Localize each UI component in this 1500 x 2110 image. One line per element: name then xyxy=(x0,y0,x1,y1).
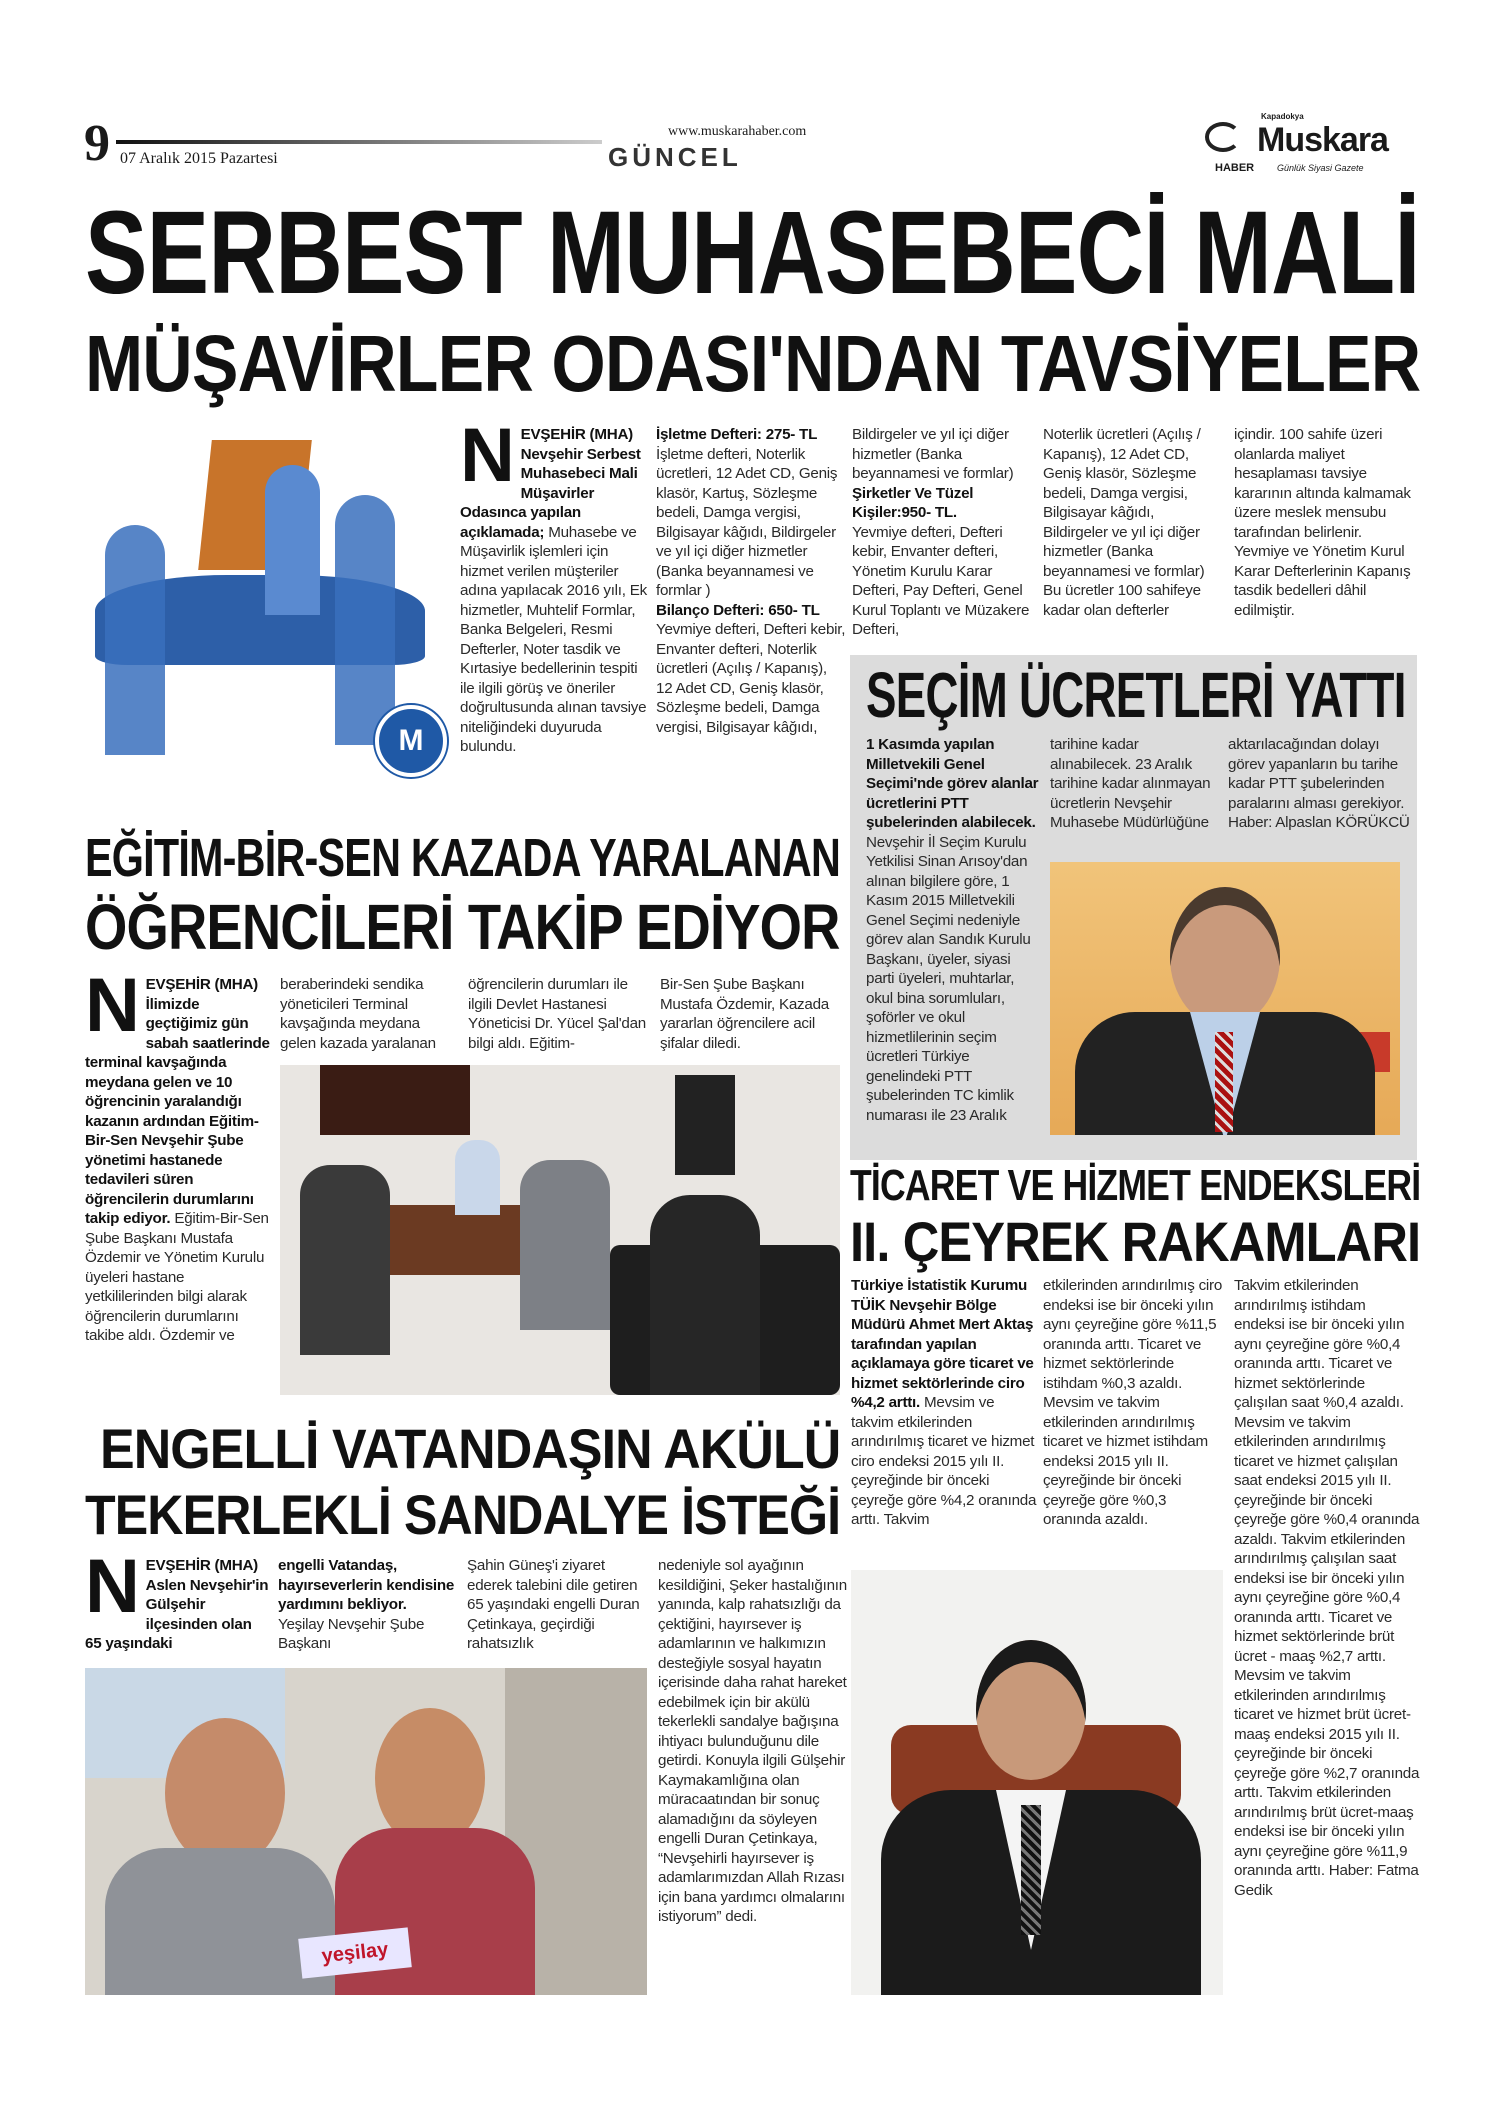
body: aktarılacağından dolayı görev yapanların bu tarihe kadar PTT şubelerinden paralarını alması gerekiyor. Haber: Alpaslan KÖRÜKCÜ xyxy=(1228,736,1410,831)
logo xyxy=(1205,112,1420,178)
body: Şahin Güneş'i ziyaret ederek talebini dile getiren 65 yaşındaki engelli Duran Çetinkaya, geçirdiği rahatsızlık xyxy=(467,1557,640,1652)
lead: EVŞEHİR (MHA) Nevşehir Serbest Muhasebeci Mali Müşavirler Odasınca yapılan açıklamada; xyxy=(460,426,641,541)
secim-col-2 xyxy=(1050,735,1218,833)
body: Yevmiye defteri, Defteri kebir, Envanter defteri, Noterlik ücretleri (Açılış / Kapanış), 12 Adet CD, Geniş klasör, Sözleşme bedeli, Damga vergisi, Bilgisayar kâğıdı, xyxy=(656,621,846,736)
engelli-col-1 xyxy=(85,1544,271,1654)
engelli-col-4 xyxy=(658,1556,848,1927)
main-col-2 xyxy=(656,425,846,737)
body: Noterlik ücretleri (Açılış / Kapanış), 12 Adet CD, Geniş klasör, Sözleşme bedeli, Damga vergisi, Bilgisayar kâğıdı, Bildirgeler ve yıl içi diğer hizmetler (Banka beyannamesi ve formlar) Bu ücretler 100 sahifeye kadar olan defterler xyxy=(1043,426,1205,619)
yesilay-sign: yeşilay xyxy=(298,1927,412,1978)
egitim-col-2 xyxy=(280,975,458,1053)
website: www.muskarahaber.com xyxy=(668,124,807,139)
subhead-isletme: İşletme Defteri: 275- TL xyxy=(656,426,818,443)
body: İşletme defteri, Noterlik ücretleri, 12 Adet CD, Geniş klasör, Kartuş, Sözleşme bedeli, Damga vergisi, Bilgisayar kâğıdı, Bildirgeler ve yıl içi diğer hizmetler (Banka beyannamesi ve formlar ) xyxy=(656,445,838,599)
body: Bir-Sen Şube Başkanı Mustafa Özdemir, Kazada yararlan öğrencilere acil şifalar diledi. xyxy=(660,976,829,1052)
main-col-5 xyxy=(1234,425,1418,620)
body: etkilerinden arındırılmış ciro endeksi ise bir önceki yılın aynı çeyreğine göre %11,5 oranında arttı. Ticaret ve hizmet sektörlerinde istihdam %0,3 azaldı. Mevsim ve takvim etkilerinden arındırılmış ticaret ve hizmet istihdam endeksi 2015 yılı II. çeyreğinde bir önceki çeyreğe göre %0,3 oranında azaldı. xyxy=(1043,1277,1223,1528)
body: Mevsim ve takvim etkilerinden arındırılmış ticaret ve hizmet ciro endeksi 2015 yılı II. çeyreğinde bir önceki çeyreğe göre %4,2 oranında arttı. Takvim xyxy=(851,1394,1037,1528)
engelli-headline-line2: TEKERLEKLİ SANDALYE İSTEĞİ xyxy=(85,1483,841,1546)
lead: Türkiye İstatistik Kurumu TÜİK Nevşehir Bölge Müdürü Ahmet Mert Aktaş tarafından yapılan açıklamaya göre ticaret ve hizmet sektörlerinde ciro %4,2 arttı. xyxy=(851,1277,1034,1411)
ticaret-col-3 xyxy=(1234,1276,1420,1900)
header-rule xyxy=(116,140,602,144)
engelli-photo xyxy=(85,1668,647,1995)
page-number: 9 xyxy=(84,115,110,172)
logo-sub: HABER xyxy=(1215,162,1255,174)
ticaret-col-1 xyxy=(851,1276,1037,1530)
secim-col-3 xyxy=(1228,735,1410,833)
drop-cap: N xyxy=(460,413,515,498)
body: nedeniyle sol ayağının kesildiğini, Şeker hastalığının yanında, kalp rahatsızlığı da çektiğini, hayırsever iş adamlarının ve halkımızın desteğiyle sosyal hayatın içerisinde daha rahat hareket edebilmek için bir akülü tekerlekli sandalye bağışına ihtiyacı bulunduğunu dile getirdi. Konuyla ilgili Gülşehir Kaymakamlığına olan müracaatından bir sonuç alamadığını da söyleyen engelli Duran Çetinkaya, “Nevşehirli hayırsever iş adamlarımızdan Allah Rızası için bana yardımcı olmalarını istiyorum” dedi. xyxy=(658,1557,847,1925)
body: Yevmiye defteri, Defteri kebir, Envanter defteri, Yönetim Kurulu Karar Defteri, Pay Defteri, Genel Kurul Toplantı ve Müzakere Defteri, xyxy=(852,523,1030,638)
lead: EVŞEHİR (MHA) İlimizde geçtiğimiz gün sabah saatlerinde terminal kavşağında meydana gelen ve 10 öğrencinin yaralandığı kazanın ardından Eğitim-Bir-Sen Nevşehir Şube yönetimi hastanede tedavileri süren öğrencilerin durumlarını takip ediyor. xyxy=(85,976,270,1227)
body: Takvim etkilerinden arındırılmış istihdam endeksi ise bir önceki yılın aynı çeyreğine göre %0,4 oranında arttı. Ticaret ve hizmet sektörlerinde çalışılan saat %0,4 azaldı. Mevsim ve takvim etkilerinden arındırılmış ticaret ve hizmet çalışılan saat endeksi 2015 yılı II. çeyreğinde bir önceki çeyreğe göre %0,4 oranında azaldı. Takvim etkilerinden arındırılmış çalışılan saat endeksi ise bir önceki yılın aynı çeyreğine göre %0,4 oranında arttı. Ticaret ve hizmet sektörlerinde brüt ücret - maaş %2,7 arttı. Mevsim ve takvim etkilerinden arındırılmış ticaret ve hizmet brüt ücret-maaş endeksi 2015 yılı II. çeyreğinde bir önceki çeyreğe göre %2,7 oranında arttı. Takvim etkilerinden arındırılmış brüt ücret-maaş endeksi ise bir önceki yılın aynı çeyreğine göre %11,9 oranında arttı. Haber: Fatma Gedik xyxy=(1234,1277,1420,1899)
main-col-1 xyxy=(460,413,648,757)
ticaret-headline-line1: TİCARET VE HİZMET ENDEKSLERİ xyxy=(850,1161,1421,1210)
section-label: GÜNCEL xyxy=(608,142,742,172)
subhead-sirketler: Şirketler Ve Tüzel Kişiler:950- TL. xyxy=(852,484,974,521)
ticaret-col-2 xyxy=(1043,1276,1223,1530)
engelli-col-3 xyxy=(467,1556,649,1654)
body: Bildirgeler ve yıl içi diğer hizmetler (Banka beyannamesi ve formlar) xyxy=(852,426,1014,482)
body: tarihine kadar alınabilecek. 23 Aralık tarihine kadar alınmayan ücretlerin Nevşehir Muhasebe Müdürlüğüne xyxy=(1050,736,1211,831)
logo-text: Muskara xyxy=(1257,121,1388,159)
body: beraberindeki sendika yöneticileri Terminal kavşağında meydana gelen kazada yaralanan xyxy=(280,976,436,1052)
ticaret-headline-line2: II. ÇEYREK RAKAMLARI xyxy=(850,1210,1421,1273)
egitim-meeting-photo xyxy=(280,1065,840,1395)
body: Muhasebe ve Müşavirlik işlemleri için hizmet verilen müşteriler adına yapılacak 2016 yılı, Ek hizmetler, Muhtelif Formlar, Banka Belgeleri, Resmi Defterler, Noter tasdik ve Kırtasiye bedellerinin tespiti ile ilgili görüş ve öneriler doğrultusunda alınan tavsiye niteliğindeki duyuruda bulundu. xyxy=(460,523,647,755)
egitim-headline-line2: ÖĞRENCİLERİ TAKİP EDİYOR xyxy=(85,891,840,963)
engelli-headline-line1: ENGELLİ VATANDAŞIN AKÜLÜ xyxy=(100,1417,841,1480)
body: Yeşilay Nevşehir Şube Başkanı xyxy=(278,1615,425,1652)
issue-date: 07 Aralık 2015 Pazartesi xyxy=(120,150,278,167)
meeting-illustration xyxy=(85,425,450,803)
secim-col-1 xyxy=(866,735,1042,1125)
main-headline-line2: MÜŞAVİRLER ODASI'NDAN TAVSİYELER xyxy=(85,319,1421,408)
lead: EVŞEHİR (MHA) Aslen Nevşehir'in Gülşehir ilçesinden olan 65 yaşındaki xyxy=(85,1557,269,1652)
drop-cap: N xyxy=(85,1544,140,1629)
engelli-col-2 xyxy=(278,1556,456,1654)
main-col-4 xyxy=(1043,425,1221,620)
body: Nevşehir İl Seçim Kurulu Yetkilisi Sinan Arısoy'dan alınan bilgilere göre, 1 Kasım 2015 Milletvekili Genel Seçimi nedeniyle görev alan Sandık Kurulu Başkanı, üyeler, siyasi parti üyeleri, muhtarlar, okul bina sorumluları, şoförler ve okul hizmetlilerinin seçim ücretleri Türkiye genelindeki PTT şubelerinden TC kimlik numarası ile 23 Aralık xyxy=(866,833,1031,1124)
chamber-seal-icon: M xyxy=(375,705,447,777)
main-headline-line1: SERBEST MUHASEBECİ MALİ xyxy=(85,187,1420,319)
secim-headline: SEÇİM ÜCRETLERİ YATTI xyxy=(866,659,1406,731)
logo-slogan: Günlük Siyasi Gazete xyxy=(1277,163,1364,173)
main-col-3 xyxy=(852,425,1036,640)
lead: engelli Vatandaş, hayırseverlerin kendisine yardımını bekliyor. xyxy=(278,1557,455,1613)
body: Eğitim-Bir-Sen Şube Başkanı Mustafa Özdemir ve Yönetim Kurulu üyeleri hastane yetkililerinden bilgi alarak öğrencilerin durumlarını takibe aldı. Özdemir ve xyxy=(85,1210,269,1344)
logo-mark-icon xyxy=(1205,122,1241,152)
logo-top: Kapadokya xyxy=(1261,112,1304,121)
egitim-col-1 xyxy=(85,963,270,1346)
egitim-headline-line1: EĞİTİM-BİR-SEN KAZADA YARALANAN xyxy=(85,828,841,888)
drop-cap: N xyxy=(85,963,140,1048)
egitim-col-3 xyxy=(468,975,652,1053)
egitim-col-4 xyxy=(660,975,848,1053)
lead: 1 Kasımda yapılan Milletvekili Genel Seçimi'nde görev alanlar ücretlerini PTT şubelerinden alabilecek. xyxy=(866,736,1039,831)
subhead-bilanco: Bilanço Defteri: 650- TL xyxy=(656,601,820,619)
ticaret-portrait-photo xyxy=(851,1570,1223,1995)
secim-portrait-photo xyxy=(1050,862,1400,1135)
body: öğrencilerin durumları ile ilgili Devlet Hastanesi Yöneticisi Dr. Yücel Şal'dan bilgi aldı. Eğitim- xyxy=(468,976,646,1052)
body: içindir. 100 sahife üzeri olanlarda maliyet hesaplaması tavsiye kararının altında kalmamak üzere meslek mensubu tarafından belirlenir. Yevmiye ve Yönetim Kurul Karar Defterlerinin Kapanış tasdik bedelleri dâhil edilmiştir. xyxy=(1234,426,1411,619)
